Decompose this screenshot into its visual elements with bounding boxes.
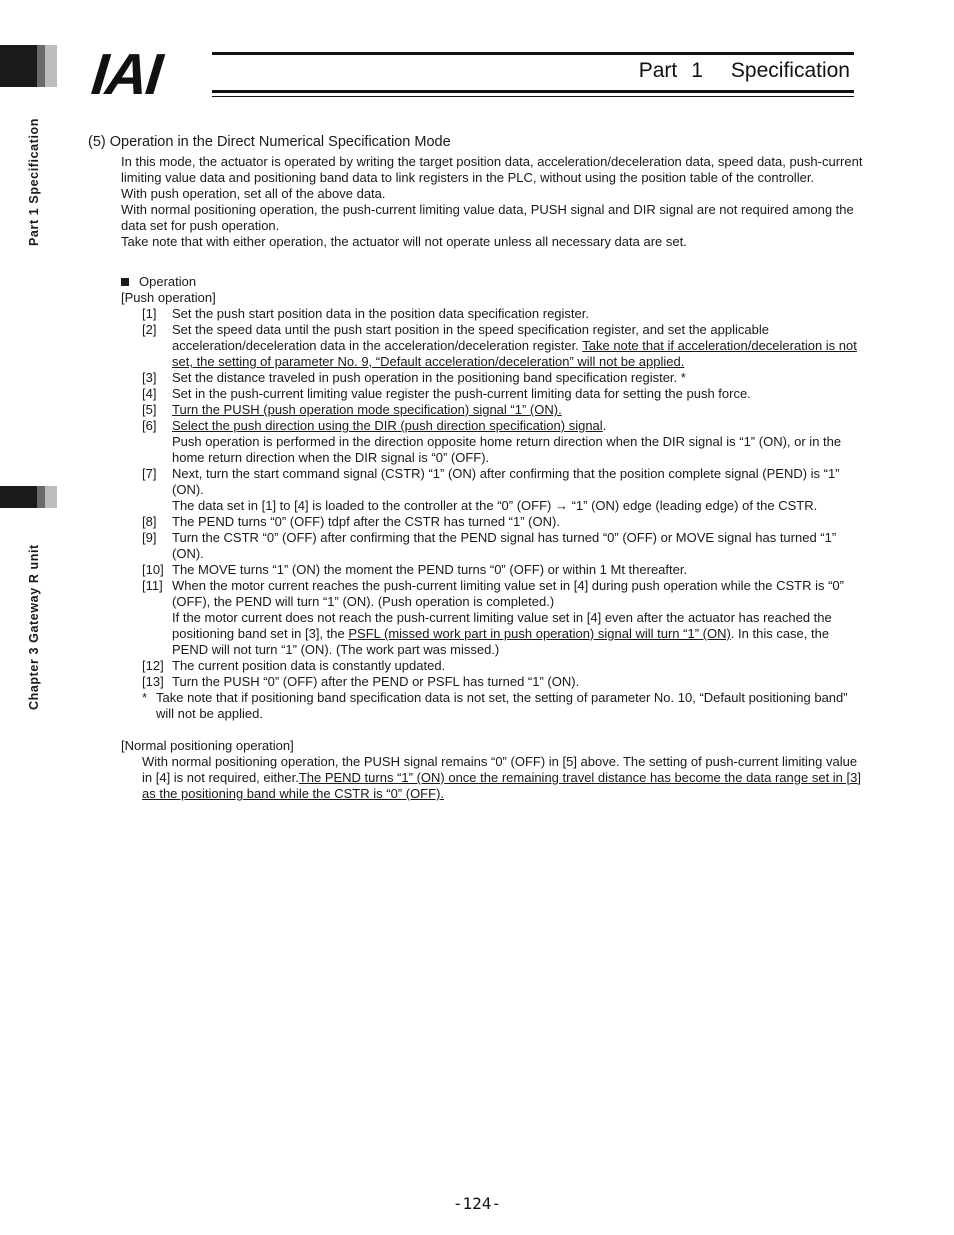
side-tab-top-light (45, 45, 57, 87)
side-tab-top (0, 45, 37, 87)
side-label-part: Part 1 Specification (27, 117, 41, 246)
step-list (88, 306, 868, 690)
intro-paragraph: With normal positioning operation, the push-current limiting value data, PUSH signal and DIR signal are not required among the data set for push operation. (121, 202, 854, 233)
intro-paragraph: In this mode, the actuator is operated by writing the target position data, acceleration/deceleration data, speed data, push-current limiting value data and positioning band data to link registers in the PLC, without using the position table of the controller. (121, 154, 863, 185)
header-rule-top (212, 52, 854, 55)
normal-paragraph: With normal positioning operation, the PUSH signal remains “0” (OFF) in [5] above. The setting of push-current limiting value in [4] is not required, either.The PEND turns “1” (ON) once the remaining travel distance has become the data range set in [3] as the positioning band while the CSTR is “0” (OFF). (142, 754, 861, 801)
step-item: [3] Set the distance traveled in push operation in the positioning band specification register. * (142, 370, 686, 385)
side-label-chapter: Chapter 3 Gateway R unit (27, 544, 41, 710)
step-item: [11] When the motor current reaches the push-current limiting value set in [4] during push operation while the CSTR is “0” (OFF), the PEND will turn “1” (ON). (Push operation is completed.) If the motor current does not reach the push-current limiting value set in [4] even after the actuator has reached the positioning band set in [3], the PSFL (missed work part in push operation) signal will turn “1” (ON). In this case, the PEND will not turn “1” (ON). (The work part was missed.) (142, 578, 844, 657)
square-bullet-icon (121, 278, 129, 286)
step-item: [13] Turn the PUSH “0” (OFF) after the PEND or PSFL has turned “1” (ON). (142, 674, 580, 689)
step-item: [12] The current position data is constantly updated. (142, 658, 446, 673)
step-item: [1] Set the push start position data in the position data specification register. (142, 306, 589, 321)
intro-paragraph: Take note that with either operation, the actuator will not operate unless all necessary data are set. (121, 234, 687, 249)
step-item: [9] Turn the CSTR “0” (OFF) after confirming that the PEND signal has turned “0” (OFF) or MOVE signal has turned “1” (ON). (142, 530, 837, 561)
part-number: 1 (691, 59, 703, 82)
side-tab-bottom-light (45, 486, 57, 508)
section-title: (5) Operation in the Direct Numerical Specification Mode (88, 134, 451, 150)
iai-logo: IAI (88, 42, 164, 107)
step-item: [2] Set the speed data until the push start position in the speed specification register, and set the applicable acceleration/deceleration data in the acceleration/deceleration register. Take note that if acceleration/deceleration is not set, the setting of parameter No. 9, “Default acceleration/deceleration” will not be applied. (142, 322, 857, 369)
header-rule-bottom (212, 90, 854, 93)
step-item: [4] Set in the push-current limiting value register the push-current limiting data for setting the push force. (142, 386, 751, 401)
page-content (88, 132, 868, 802)
part-label: Part (638, 59, 678, 82)
step-item: [8] The PEND turns “0” (OFF) tdpf after the CSTR has turned “1” (ON). (142, 514, 560, 529)
intro-paragraph: With push operation, set all of the above data. (121, 186, 386, 201)
part-title: Specification (730, 59, 850, 82)
side-tab-top-mid (37, 45, 45, 87)
push-heading: [Push operation] (121, 290, 216, 305)
header-title (639, 59, 850, 83)
step-item: [6] Select the push direction using the DIR (push direction specification) signal. Push operation is performed in the direction opposite home return direction when the DIR signal is “1” (ON), or in the home return direction when the DIR signal is “0” (OFF). (142, 418, 842, 465)
side-tab-bottom (0, 486, 37, 508)
side-tab-bottom-mid (37, 486, 45, 508)
step-item: [7] Next, turn the start command signal (CSTR) “1” (ON) after confirming that the position complete signal (PEND) is “1” (ON). The data set in [1] to [4] is loaded to the controller at the “0” (OFF) → “1” (ON) edge (leading edge) of the CSTR. (142, 466, 840, 513)
bullet-heading: Operation (88, 274, 868, 290)
header-rule-bottom-thin (212, 96, 854, 97)
footnote: * Take note that if positioning band specification data is not set, the setting of parameter No. 10, “Default positioning band” will not be applied. (142, 690, 848, 721)
normal-heading: [Normal positioning operation] (121, 738, 294, 753)
step-item: [5] Turn the PUSH (push operation mode specification) signal “1” (ON). (142, 402, 562, 417)
page-number: -124- (452, 1194, 502, 1213)
step-item: [10] The MOVE turns “1” (ON) the moment the PEND turns “0” (OFF) or within 1 Mt thereafter. (142, 562, 688, 577)
